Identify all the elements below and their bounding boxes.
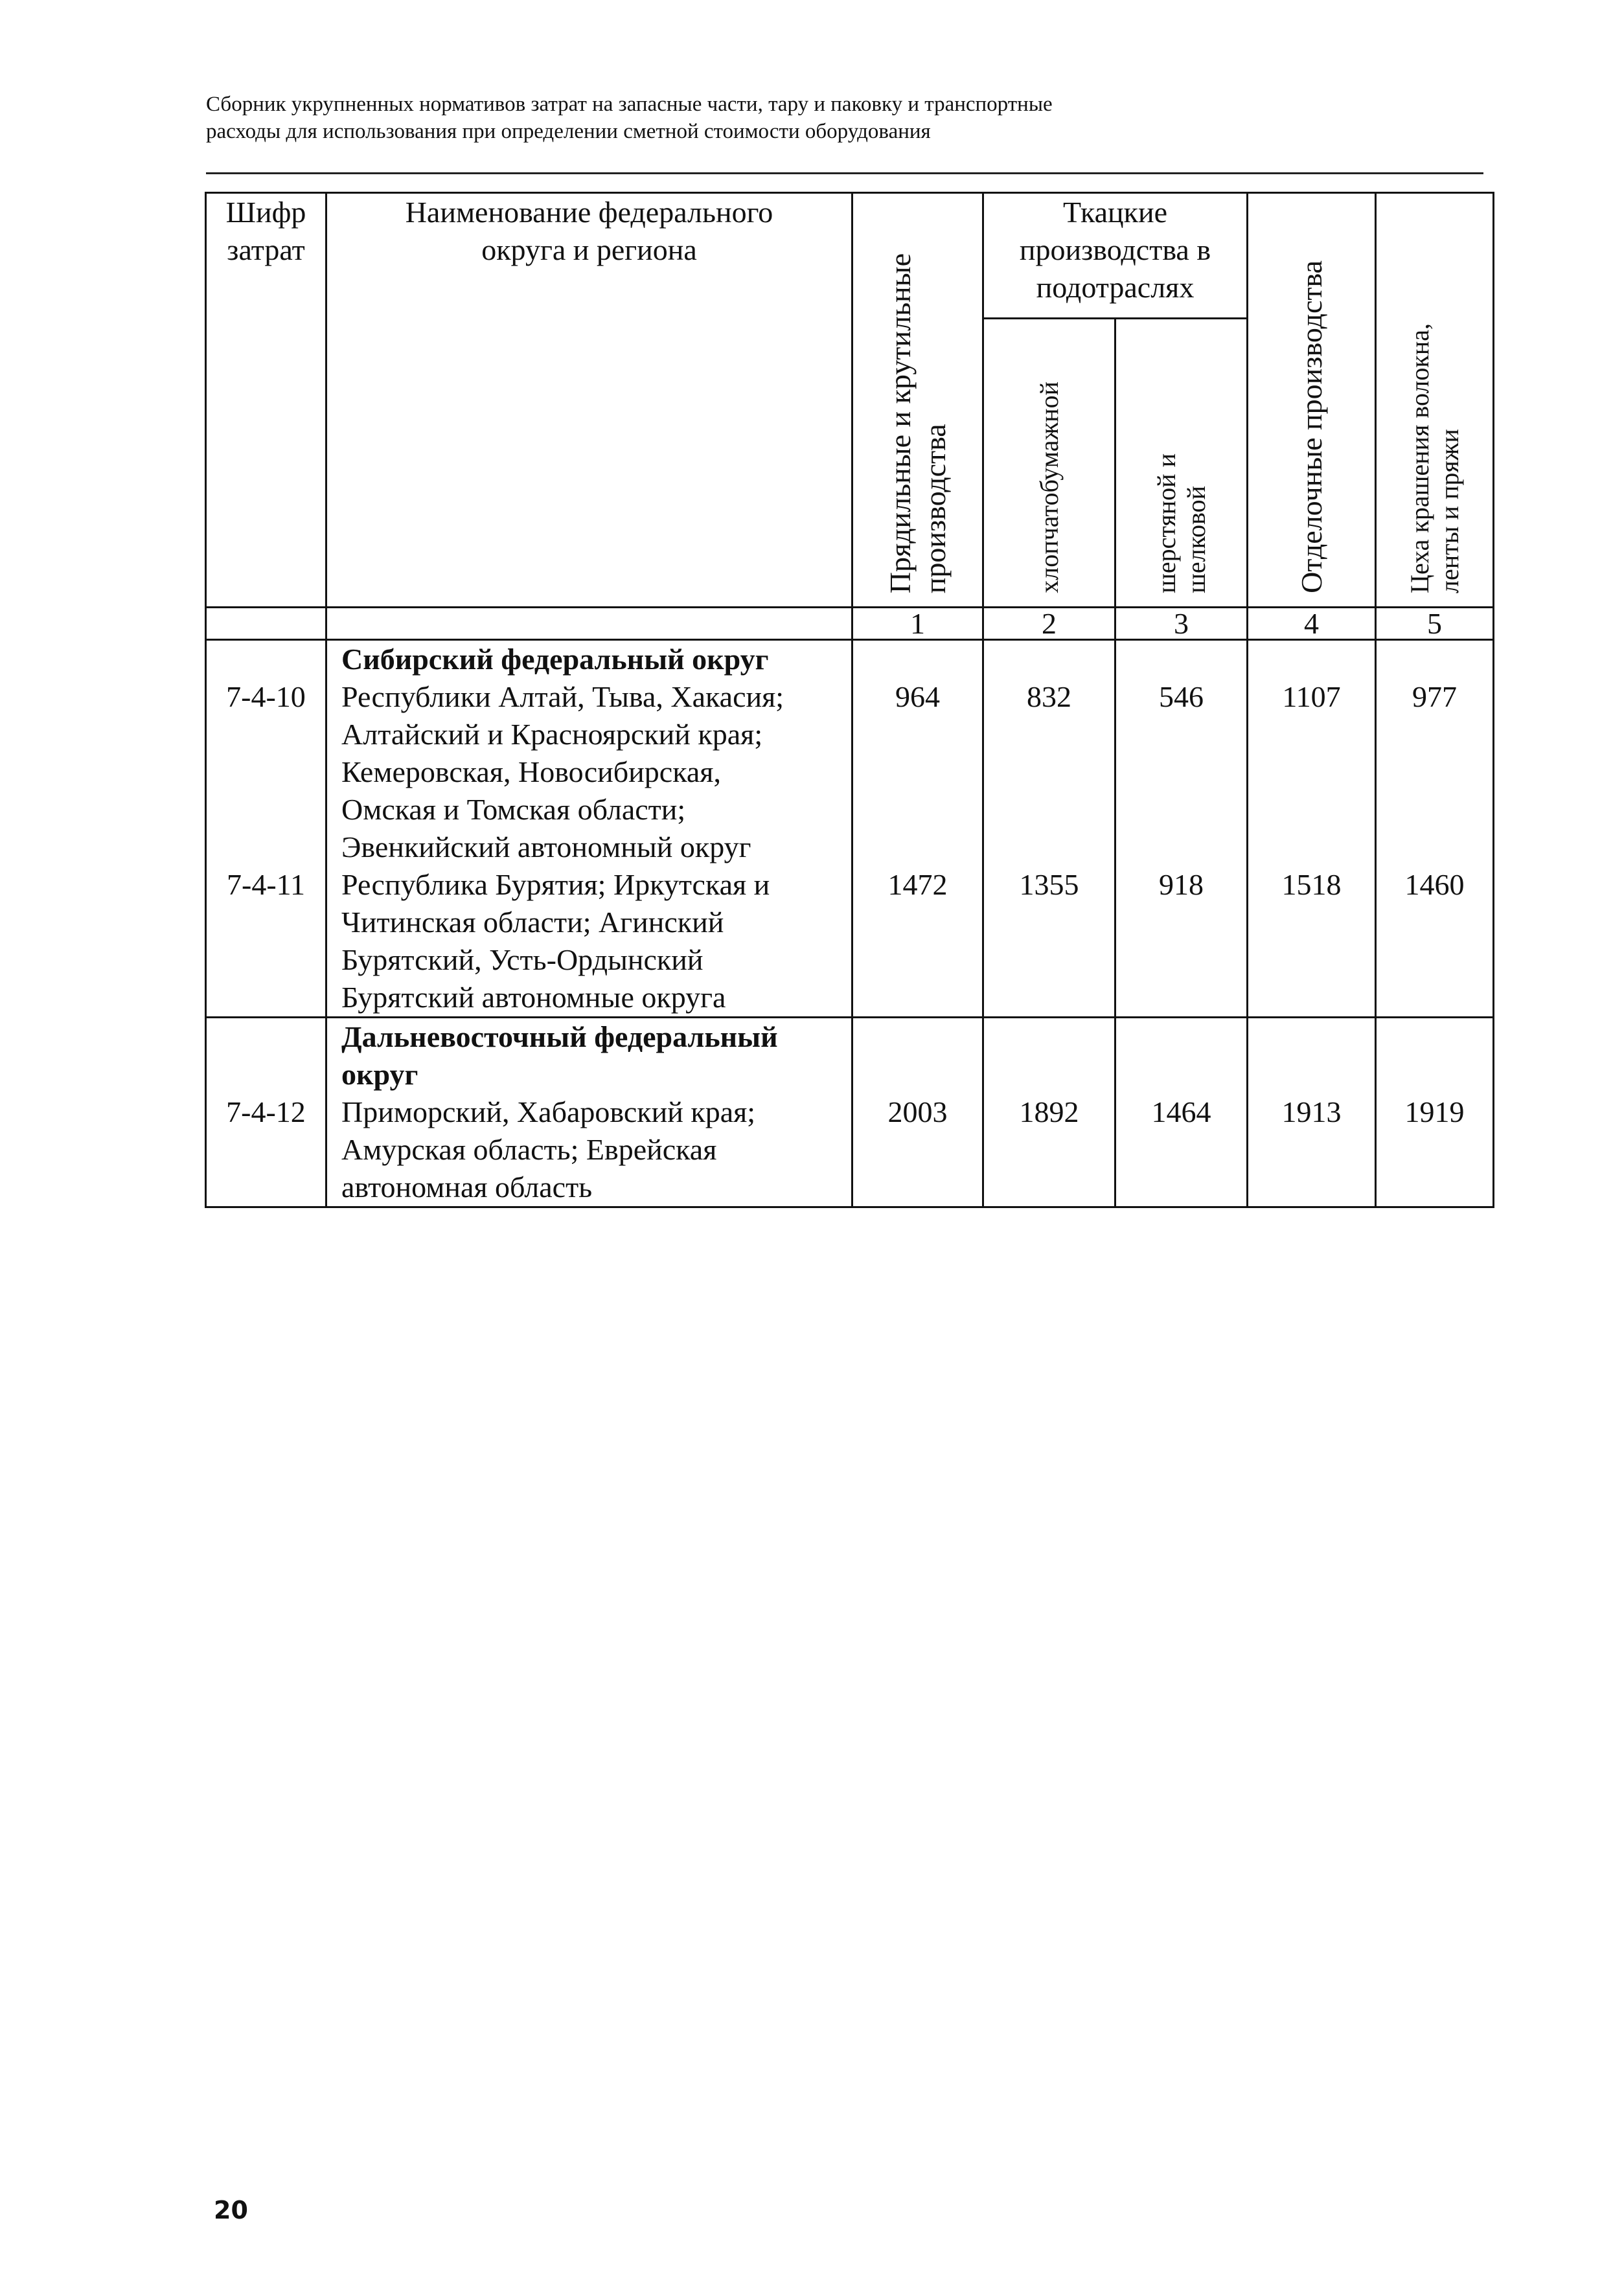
col-header-dyeing: Цеха крашения волокна, ленты и пряжи: [1376, 193, 1494, 608]
document-header: [206, 91, 1476, 145]
cost-norms-table: [205, 192, 1494, 1208]
value: 977: [1412, 680, 1457, 713]
district-name: Дальневосточный федеральный: [341, 1020, 778, 1053]
value: 1892: [1019, 1095, 1079, 1128]
code-cell-far-eastern: [206, 1018, 326, 1207]
region-line: Омская и Томская области;: [341, 793, 686, 826]
region-line: Приморский, Хабаровский края;: [341, 1095, 756, 1128]
table-row-siberian: [206, 640, 1494, 1018]
value: 1472: [887, 868, 948, 901]
value: 1913: [1281, 1095, 1342, 1128]
value: 1460: [1404, 868, 1465, 901]
col-header-wool-silk: шерстяной и шелковой: [1115, 319, 1248, 608]
value-cell-col4: [1248, 1018, 1376, 1207]
col-header-name: Наименование федерального округа и региона: [326, 193, 852, 608]
value-cell-col1: [852, 1018, 983, 1207]
district-name: Сибирский федеральный округ: [341, 643, 769, 676]
value: 832: [1027, 680, 1071, 713]
name-cell-siberian: [326, 640, 852, 1018]
row-code: 7-4-11: [227, 868, 305, 901]
value: 964: [895, 680, 940, 713]
region-line: Республика Бурятия; Иркутская и: [341, 868, 770, 901]
value-cell-col5: [1376, 1018, 1494, 1207]
value: 2003: [887, 1095, 948, 1128]
value-cell-col1: [852, 640, 983, 1018]
colnum-empty-name: [326, 608, 852, 640]
value-cell-col3: [1115, 640, 1248, 1018]
row-code: 7-4-10: [226, 680, 306, 713]
code-cell-siberian: [206, 640, 326, 1018]
col-header-weaving-group: Ткацкие производства в подотраслях: [983, 193, 1248, 319]
header-line-2: расходы для использования при определении сметной стоимости оборудования: [206, 120, 931, 143]
row-code: 7-4-12: [226, 1095, 306, 1128]
region-line: Читинская области; Агинский: [341, 906, 724, 939]
colnum-2: 2: [983, 608, 1115, 640]
region-line: Республики Алтай, Тыва, Хакасия;: [341, 680, 784, 713]
value-cell-col2: [983, 1018, 1115, 1207]
table-row-far-eastern: [206, 1018, 1494, 1207]
col-header-code: Шифр затрат: [206, 193, 326, 608]
colnum-4: 4: [1248, 608, 1376, 640]
value-cell-col5: [1376, 640, 1494, 1018]
colnum-1: 1: [852, 608, 983, 640]
value: 1518: [1281, 868, 1342, 901]
value: 1919: [1404, 1095, 1465, 1128]
col-header-cotton: хлопчатобумажной: [983, 319, 1115, 608]
value: 1464: [1151, 1095, 1211, 1128]
district-name: округ: [341, 1058, 418, 1091]
colnum-5: 5: [1376, 608, 1494, 640]
page-number: 20: [214, 2196, 248, 2224]
region-line: Амурская область; Еврейская: [341, 1133, 717, 1166]
colnum-3: 3: [1115, 608, 1248, 640]
value-cell-col2: [983, 640, 1115, 1018]
header-line-1: Сборник укрупненных нормативов затрат на запасные части, тару и паковку и транспортные: [206, 93, 1053, 116]
value: 918: [1159, 868, 1204, 901]
header-divider: [206, 172, 1483, 174]
region-line: Бурятский, Усть-Ордынский: [341, 943, 703, 976]
colnum-empty-code: [206, 608, 326, 640]
name-cell-far-eastern: [326, 1018, 852, 1207]
region-line: Бурятский автономные округа: [341, 981, 726, 1014]
col-header-spinning: Прядильные и крутильные производства: [852, 193, 983, 608]
value: 1355: [1019, 868, 1079, 901]
region-line: Кемеровская, Новосибирская,: [341, 755, 721, 788]
value: 1107: [1282, 680, 1341, 713]
region-line: Эвенкийский автономный округ: [341, 830, 751, 863]
value: 546: [1159, 680, 1204, 713]
region-line: автономная область: [341, 1171, 593, 1204]
value-cell-col3: [1115, 1018, 1248, 1207]
region-line: Алтайский и Красноярский края;: [341, 718, 763, 751]
col-header-finishing: Отделочные производства: [1248, 193, 1376, 608]
value-cell-col4: [1248, 640, 1376, 1018]
